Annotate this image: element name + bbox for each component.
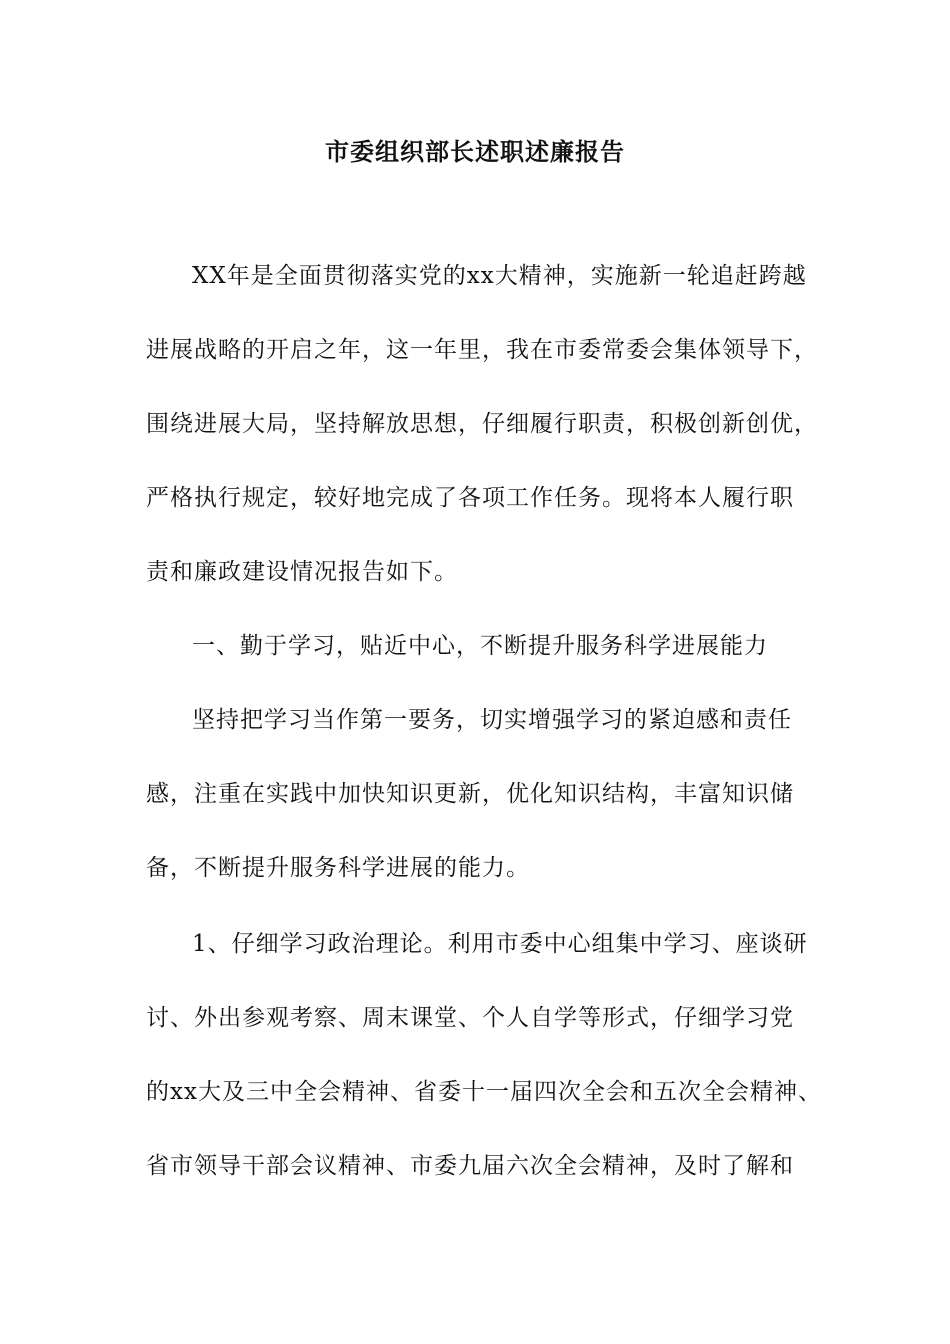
paragraph-line: 围绕进展大局，坚持解放思想，仔细履行职责，积极创新创优，: [146, 411, 818, 437]
paragraph-line: 严格执行规定，较好地完成了各项工作任务。现将本人履行职: [146, 485, 794, 511]
paragraph-line: 进展战略的开启之年，这一年里，我在市委常委会集体领导下，: [146, 337, 818, 363]
section-heading: 一、勤于学习，贴近中心，不断提升服务科学进展能力: [192, 633, 768, 659]
paragraph-line: XX年是全面贯彻落实党的xx大精神，实施新一轮追赶跨越: [192, 263, 807, 289]
paragraph-line: 责和廉政建设情况报告如下。: [146, 559, 458, 585]
paragraph-line: 备，不断提升服务科学进展的能力。: [146, 855, 530, 881]
paragraph-line: 1、仔细学习政治理论。利用市委中心组集中学习、座谈研: [192, 931, 808, 957]
paragraph-line: 坚持把学习当作第一要务，切实增强学习的紧迫感和责任: [192, 707, 792, 733]
paragraph-line: 省市领导干部会议精神、市委九届六次全会精神，及时了解和: [146, 1153, 794, 1179]
paragraph-line: 感，注重在实践中加快知识更新，优化知识结构，丰富知识储: [146, 781, 794, 807]
paragraph-line: 的xx大及三中全会精神、省委十一届四次全会和五次全会精神、: [146, 1079, 822, 1105]
paragraph-line: 讨、外出参观考察、周末课堂、个人自学等形式，仔细学习党: [146, 1005, 794, 1031]
document-title: 市委组织部长述职述廉报告: [325, 137, 625, 166]
